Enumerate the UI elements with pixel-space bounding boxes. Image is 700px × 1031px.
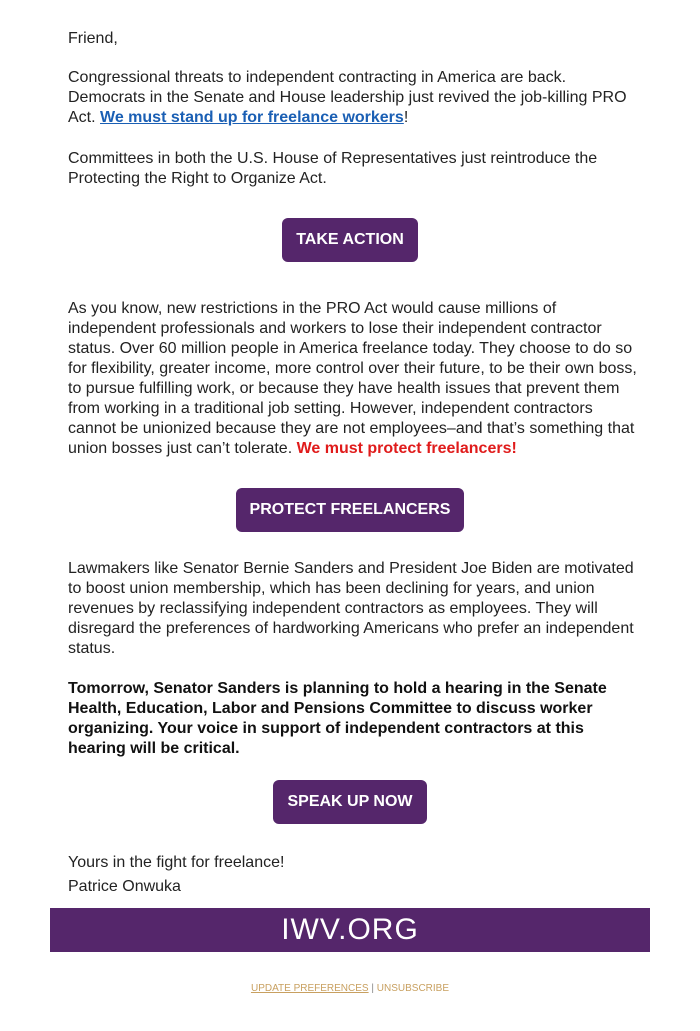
speak-up-now-button[interactable]: SPEAK UP NOW <box>273 780 427 824</box>
email-footer <box>0 983 700 994</box>
paragraph-committees: Committees in both the U.S. House of Representatives just reintroduce the Protecting the Right to Organize Act. <box>68 150 598 187</box>
paragraph-intro-text: Congressional threats to independent contracting in America are back. Democrats in the Senate and House leadership just revived the job-killing PRO Act. <box>68 69 627 126</box>
paragraph-hearing: Tomorrow, Senator Sanders is planning to hold a hearing in the Senate Health, Education, Labor and Pensions Committee to discuss worker organizing. Your voice in support of independent contractors at this hearing will be critical. <box>68 680 607 757</box>
protect-freelancers-emphasis: We must protect freelancers! <box>296 440 517 457</box>
paragraph-restrictions <box>68 299 638 459</box>
stand-up-link[interactable]: We must stand up for freelance workers <box>100 109 404 126</box>
signature: Patrice Onwuka <box>68 878 181 895</box>
greeting: Friend, <box>68 30 118 47</box>
unsubscribe-link[interactable]: UNSUBSCRIBE <box>376 983 450 994</box>
iwv-banner[interactable]: IWV.ORG <box>50 908 650 952</box>
footer-separator: | <box>371 983 374 994</box>
paragraph-restrictions-text: As you know, new restrictions in the PRO Act would cause millions of independent professionals and workers to lose their independent contractor status. Over 60 million people in America freelance today. They choose to do so for flexibility, greater income, more control over their future, to be their own boss, to pursue fulfilling work, or because they have health issues that prevent them from working in a traditional job setting. However, independent contractors cannot be unionized because they are not employees–and that’s something that union bosses just can’t tolerate. <box>68 300 637 457</box>
paragraph-lawmakers: Lawmakers like Senator Bernie Sanders and President Joe Biden are motivated to boost union membership, which has been declining for years, and union revenues by reclassifying independent contractors as employees. They will disregard the preferences of hardworking Americans who prefer an independent status. <box>68 560 634 657</box>
paragraph-intro-end: ! <box>403 109 409 126</box>
signoff: Yours in the fight for freelance! <box>68 854 285 871</box>
update-preferences-link[interactable]: UPDATE PREFERENCES <box>250 983 369 994</box>
paragraph-intro <box>68 68 638 128</box>
protect-freelancers-button[interactable]: PROTECT FREELANCERS <box>236 488 464 532</box>
take-action-button[interactable]: TAKE ACTION <box>282 218 418 262</box>
